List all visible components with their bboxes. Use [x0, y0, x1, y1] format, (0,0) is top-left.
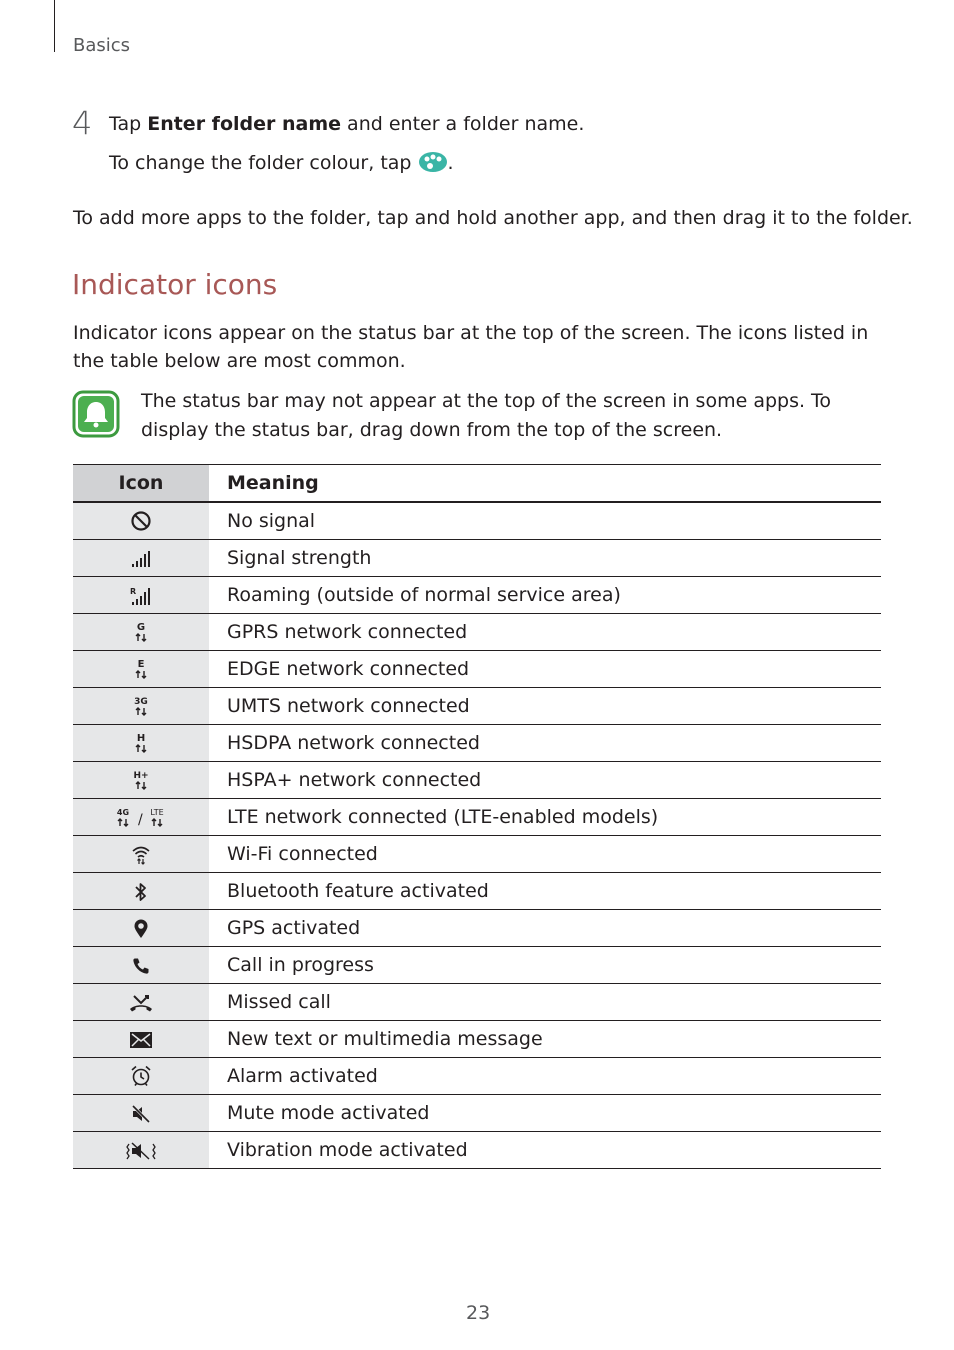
table-row — [73, 651, 881, 688]
row-meaning: UMTS network connected — [209, 688, 881, 725]
svg-text:R: R — [130, 586, 137, 596]
row-meaning: Alarm activated — [209, 1058, 881, 1095]
svg-text:LTE: LTE — [150, 808, 164, 818]
table-row — [73, 799, 881, 836]
step-text-bold: Enter folder name — [147, 113, 342, 135]
table-row — [73, 1132, 881, 1169]
header-icon: Icon — [73, 465, 209, 503]
table-row — [73, 910, 881, 947]
no-signal-icon — [130, 510, 152, 532]
table-header-row — [73, 465, 881, 503]
row-meaning: HSDPA network connected — [209, 725, 881, 762]
table-row — [73, 984, 881, 1021]
row-meaning: No signal — [209, 502, 881, 540]
intro-paragraph: Indicator icons appear on the status bar at the top of the screen. The icons listed in the table below are most common. — [73, 322, 869, 372]
step-subtext — [109, 151, 454, 174]
mute-icon — [131, 1105, 151, 1123]
svg-text:H: H — [136, 733, 146, 745]
row-meaning: EDGE network connected — [209, 651, 881, 688]
page-number: 23 — [466, 1302, 491, 1324]
header-meaning: Meaning — [209, 465, 881, 503]
row-meaning: GPRS network connected — [209, 614, 881, 651]
svg-text:H+: H+ — [133, 771, 149, 782]
table-row — [73, 725, 881, 762]
svg-text:E: E — [137, 659, 145, 671]
table-row — [73, 1058, 881, 1095]
table-row — [73, 1021, 881, 1058]
svg-text:G: G — [136, 622, 146, 634]
table-row — [73, 614, 881, 651]
gprs-icon — [133, 621, 149, 643]
section-label: Basics — [73, 35, 131, 56]
gps-icon — [133, 919, 149, 939]
roaming-icon — [130, 586, 152, 606]
svg-text:3G: 3G — [134, 697, 148, 708]
svg-text:/: / — [138, 812, 143, 829]
step-number: 4 — [72, 104, 93, 142]
bluetooth-icon — [134, 882, 148, 902]
table-row — [73, 947, 881, 984]
table-row — [73, 688, 881, 725]
row-meaning: HSPA+ network connected — [209, 762, 881, 799]
hspa-plus-icon — [132, 769, 150, 791]
step-sub-suffix: . — [447, 152, 454, 174]
edge-icon — [133, 658, 149, 680]
umts-icon — [132, 695, 150, 717]
signal-strength-icon — [131, 550, 151, 568]
missed-call-icon — [129, 994, 153, 1012]
row-meaning: GPS activated — [209, 910, 881, 947]
vibration-icon — [126, 1141, 156, 1161]
table-row — [73, 836, 881, 873]
step-sub-prefix: To change the folder colour, tap — [109, 152, 418, 174]
table-row — [73, 873, 881, 910]
row-meaning: Wi-Fi connected — [209, 836, 881, 873]
hsdpa-icon — [133, 732, 149, 754]
wifi-icon — [131, 845, 151, 865]
step-text — [109, 113, 584, 135]
row-meaning: Roaming (outside of normal service area) — [209, 577, 881, 614]
table-row — [73, 502, 881, 540]
row-meaning: Bluetooth feature activated — [209, 873, 881, 910]
palette-icon — [418, 151, 448, 173]
note-bell-icon — [72, 390, 120, 438]
row-meaning: Mute mode activated — [209, 1095, 881, 1132]
indicator-table — [73, 464, 881, 1169]
row-meaning: Signal strength — [209, 540, 881, 577]
row-meaning: Call in progress — [209, 947, 881, 984]
folder-paragraph: To add more apps to the folder, tap and hold another app, and then drag it to the folder. — [73, 207, 913, 229]
table-row — [73, 577, 881, 614]
row-meaning: Missed call — [209, 984, 881, 1021]
note-text: The status bar may not appear at the top of the screen in some apps. To display the status bar, drag down from the top of the screen. — [141, 390, 832, 441]
step-text-suffix: and enter a folder name. — [341, 113, 585, 135]
header-rule — [54, 0, 55, 52]
row-meaning: New text or multimedia message — [209, 1021, 881, 1058]
row-meaning: LTE network connected (LTE-enabled models) — [209, 799, 881, 836]
table-row — [73, 762, 881, 799]
section-title: Indicator icons — [72, 268, 278, 301]
row-meaning: Vibration mode activated — [209, 1132, 881, 1169]
lte-icon — [115, 806, 167, 828]
table-row — [73, 540, 881, 577]
svg-text:4G: 4G — [116, 808, 130, 818]
step-text-prefix: Tap — [109, 113, 148, 135]
call-icon — [132, 957, 150, 975]
alarm-icon — [130, 1065, 152, 1087]
message-icon — [130, 1032, 152, 1048]
table-row — [73, 1095, 881, 1132]
